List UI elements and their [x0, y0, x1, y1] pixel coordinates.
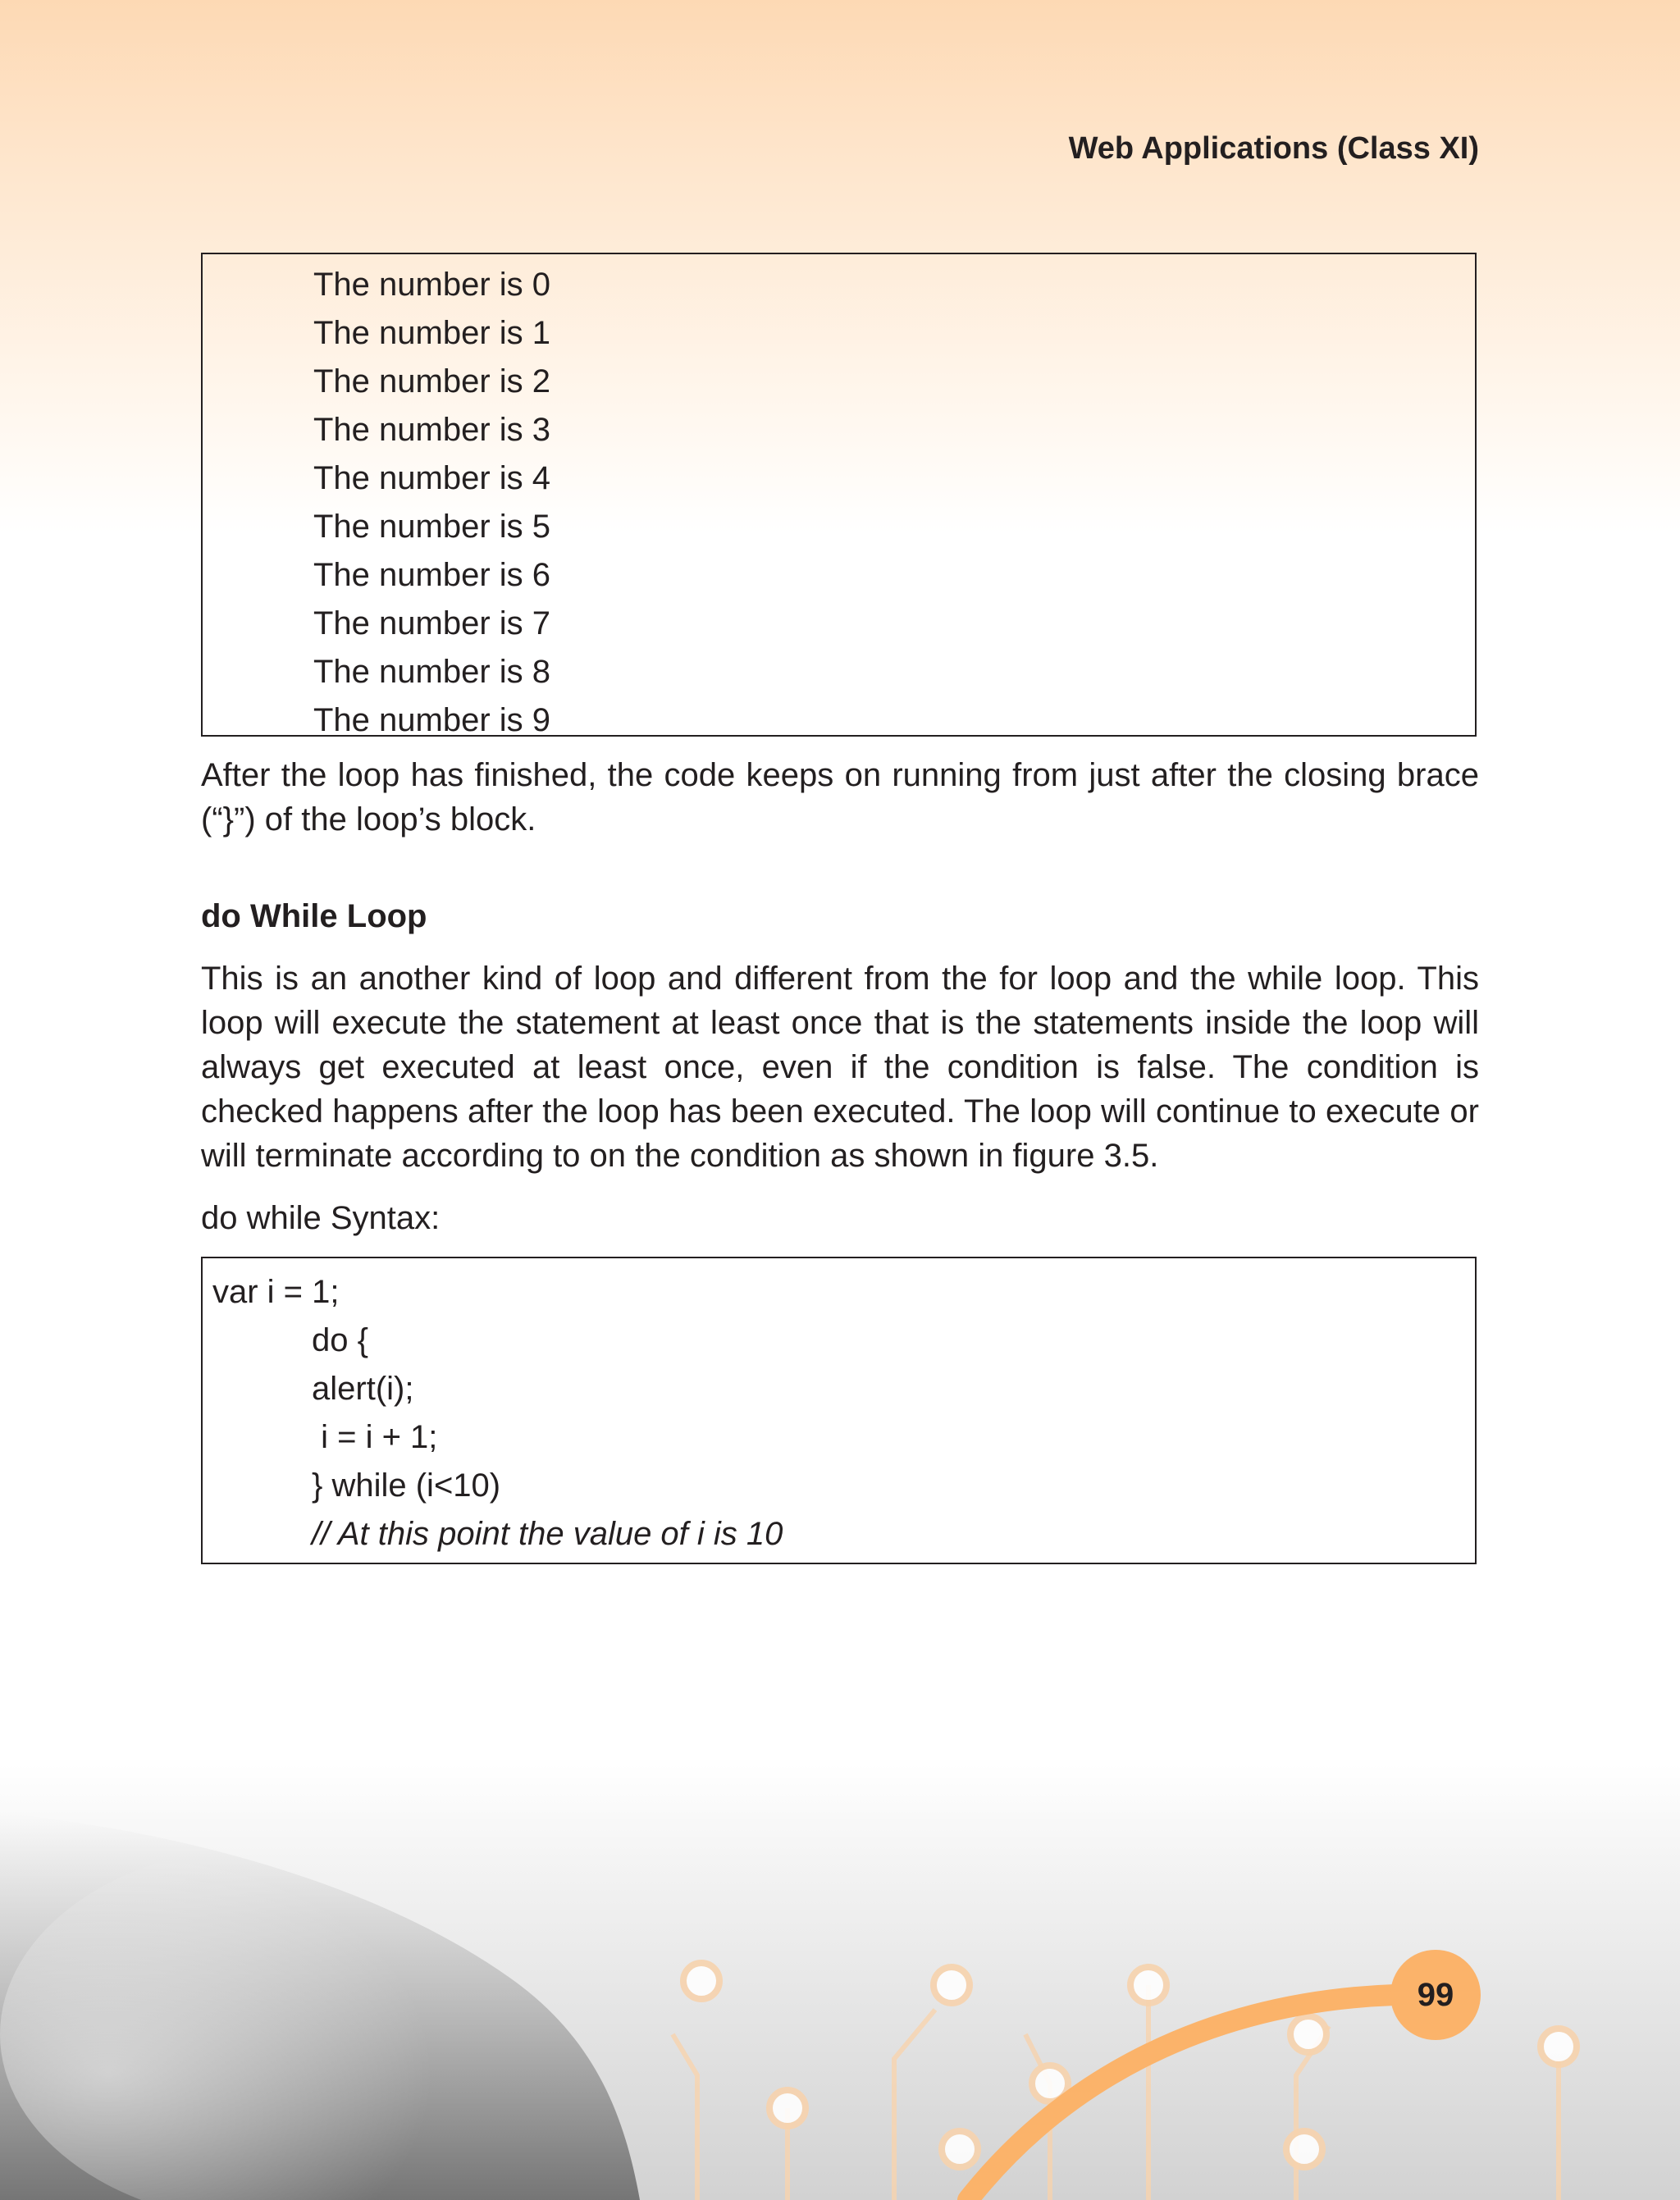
section-heading: do While Loop: [201, 898, 427, 934]
output-line: The number is 3: [313, 412, 551, 448]
output-line: The number is 0: [313, 267, 551, 303]
code-comment: // At this point the value of i is 10: [312, 1516, 783, 1552]
syntax-label: do while Syntax:: [201, 1200, 441, 1236]
code-line: } while (i<10): [312, 1467, 501, 1504]
output-line: The number is 8: [313, 654, 551, 690]
output-box: [201, 253, 1477, 737]
page-number: 99: [1390, 1950, 1481, 2040]
running-header: Web Applications (Class XI): [1068, 131, 1479, 166]
section-body: This is an another kind of loop and different from the for loop and the while loop. This loop will execute the statement at least once that is the statements inside the loop will always get executed at least once, even if the condition is false. The condition is checked happens after the loop has been executed. The loop will continue to execute or will terminate according to on the condition as shown in figure 3.5.: [201, 961, 1479, 1174]
output-line: The number is 2: [313, 363, 551, 399]
output-line: The number is 4: [313, 460, 551, 496]
code-box: [201, 1257, 1477, 1564]
output-line: The number is 6: [313, 557, 551, 593]
output-line: The number is 1: [313, 315, 551, 351]
output-line: The number is 9: [313, 702, 551, 738]
paragraph-after-loop: After the loop has finished, the code keeps on running from just after the closing brace (“}”) of the loop’s block.: [201, 757, 1479, 838]
output-line: The number is 5: [313, 509, 551, 545]
output-line: The number is 7: [313, 605, 551, 641]
code-line: alert(i);: [312, 1371, 414, 1407]
code-line: var i = 1;: [212, 1274, 340, 1310]
code-line: i = i + 1;: [312, 1419, 438, 1455]
code-line: do {: [312, 1322, 368, 1358]
